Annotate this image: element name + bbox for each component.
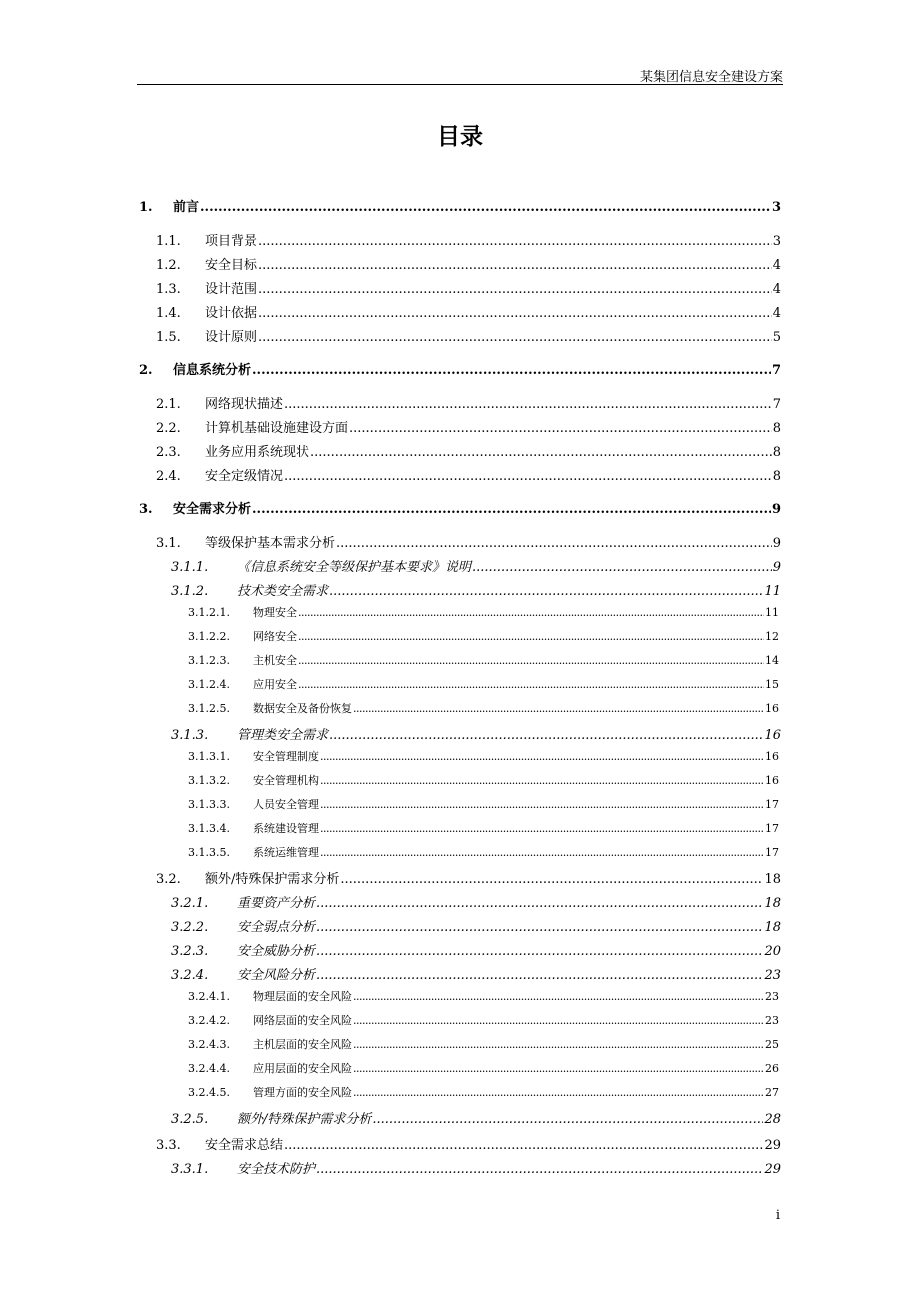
toc-entry-page: 29 <box>764 1162 781 1177</box>
toc-entry-number: 3.1.3.2. <box>188 774 230 787</box>
toc-entry[interactable] <box>171 1158 781 1177</box>
toc-entry-title: 额外/特殊保护需求分析 <box>237 1112 372 1127</box>
toc-dot-leader <box>353 990 764 1003</box>
toc-entry-title: 管理类安全需求 <box>237 728 329 743</box>
toc-entry-page: 17 <box>765 846 779 859</box>
toc-dot-leader <box>316 1162 763 1177</box>
toc-entry-page: 11 <box>764 584 781 599</box>
toc-entry[interactable] <box>156 1134 781 1153</box>
toc-dot-leader <box>284 397 772 412</box>
toc-dot-leader <box>320 774 764 787</box>
toc-entry-number: 3.2.5. <box>171 1112 209 1127</box>
toc-entry[interactable] <box>188 1012 779 1028</box>
toc-entry[interactable] <box>188 700 779 716</box>
toc-entry-number: 3.2.4. <box>171 968 209 983</box>
toc-entry-page: 27 <box>765 1086 779 1099</box>
page-header-title: 某集团信息安全建设方案 <box>639 70 783 85</box>
toc-entry-page: 18 <box>764 896 781 911</box>
toc-entry[interactable] <box>156 254 781 273</box>
toc-entry-number: 3.1.2.1. <box>188 606 230 619</box>
toc-entry-page: 26 <box>765 1062 779 1075</box>
toc-entry-page: 17 <box>765 822 779 835</box>
toc-entry-number: 3.1.1. <box>171 560 209 575</box>
toc-entry-number: 3.1. <box>156 536 181 551</box>
toc-entry-title: 安全威胁分析 <box>237 944 316 959</box>
toc-entry-number: 3.2.4.5. <box>188 1086 230 1099</box>
toc-dot-leader <box>284 1138 763 1153</box>
toc-entry-title: 安全管理制度 <box>253 750 319 763</box>
toc-entry[interactable] <box>171 940 781 959</box>
toc-entry[interactable] <box>188 652 779 668</box>
toc-entry-title: 安全管理机构 <box>253 774 319 787</box>
toc-entry-page: 28 <box>764 1112 781 1127</box>
toc-dot-leader <box>298 606 764 619</box>
toc-entry-number: 3.2.4.2. <box>188 1014 230 1027</box>
toc-entry-number: 3.3.1. <box>171 1162 209 1177</box>
toc-dot-leader <box>258 234 772 249</box>
toc-entry-number: 2.4. <box>156 469 181 484</box>
toc-entry-title: 计算机基础设施建设方面 <box>205 421 349 436</box>
toc-entry-page: 5 <box>772 330 781 345</box>
toc-entry-number: 3.1.2.5. <box>188 702 230 715</box>
toc-entry-title: 主机安全 <box>253 654 297 667</box>
toc-entry-title: 设计范围 <box>205 282 258 297</box>
toc-entry-page: 9 <box>771 502 781 517</box>
toc-entry-number: 2.2. <box>156 421 181 436</box>
toc-dot-leader <box>353 1062 764 1075</box>
toc-dot-leader <box>200 200 771 215</box>
toc-entry-title: 应用安全 <box>253 678 297 691</box>
toc-entry[interactable] <box>171 916 781 935</box>
toc-entry-title: 前言 <box>173 200 200 215</box>
toc-entry-title: 信息系统分析 <box>173 363 252 378</box>
toc-dot-leader <box>472 560 772 575</box>
toc-entry-title: 网络层面的安全风险 <box>253 1014 352 1027</box>
toc-entry-page: 29 <box>764 1138 781 1153</box>
toc-entry-number: 3.2.1. <box>171 896 209 911</box>
toc-dot-leader <box>340 872 763 887</box>
toc-entry-page: 14 <box>765 654 779 667</box>
toc-entry-title: 《信息系统安全等级保护基本要求》说明 <box>237 560 472 575</box>
toc-entry-page: 4 <box>772 282 781 297</box>
toc-entry[interactable] <box>156 302 781 321</box>
toc-entry-page: 4 <box>772 258 781 273</box>
toc-entry-title: 应用层面的安全风险 <box>253 1062 352 1075</box>
toc-entry[interactable] <box>156 230 781 249</box>
toc-dot-leader <box>320 750 764 763</box>
toc-dot-leader <box>310 445 772 460</box>
toc-entry-number: 1. <box>139 200 153 215</box>
footer-page-number: i <box>775 1208 780 1223</box>
toc-entry-number: 3.2.4.3. <box>188 1038 230 1051</box>
toc-entry-number: 3.1.3.3. <box>188 798 230 811</box>
toc-entry-page: 18 <box>764 920 781 935</box>
toc-entry-number: 3.2.2. <box>171 920 209 935</box>
toc-dot-leader <box>353 1038 764 1051</box>
toc-entry-title: 安全定级情况 <box>205 469 284 484</box>
toc-entry[interactable] <box>139 196 781 215</box>
toc-entry-title: 系统运维管理 <box>253 846 319 859</box>
toc-entry-number: 3.1.2.4. <box>188 678 230 691</box>
toc-entry-number: 1.1. <box>156 234 181 249</box>
toc-entry-title: 业务应用系统现状 <box>205 445 310 460</box>
toc-entry-page: 8 <box>772 445 781 460</box>
toc-entry[interactable] <box>156 465 781 484</box>
toc-entry-number: 3.3. <box>156 1138 181 1153</box>
toc-entry-page: 11 <box>765 606 779 619</box>
toc-dot-leader <box>258 330 772 345</box>
page-title: 目录 <box>437 124 483 150</box>
toc-entry-title: 安全目标 <box>205 258 258 273</box>
toc-entry[interactable] <box>188 604 779 620</box>
toc-entry-number: 3.2. <box>156 872 181 887</box>
toc-entry-title: 重要资产分析 <box>237 896 316 911</box>
toc-entry-title: 技术类安全需求 <box>237 584 329 599</box>
toc-entry[interactable] <box>188 772 779 788</box>
toc-entry[interactable] <box>171 892 781 911</box>
toc-entry-number: 1.5. <box>156 330 181 345</box>
toc-entry-title: 项目背景 <box>205 234 258 249</box>
toc-entry-page: 3 <box>771 200 781 215</box>
toc-entry-title: 系统建设管理 <box>253 822 319 835</box>
toc-entry-title: 物理层面的安全风险 <box>253 990 352 1003</box>
toc-entry[interactable] <box>188 628 779 644</box>
toc-dot-leader <box>284 469 772 484</box>
toc-entry-page: 16 <box>765 750 779 763</box>
toc-entry-number: 3.1.3. <box>171 728 209 743</box>
toc-entry[interactable] <box>156 393 781 412</box>
toc-entry-number: 3.2.3. <box>171 944 209 959</box>
toc-entry[interactable] <box>188 988 779 1004</box>
toc-entry-page: 18 <box>764 872 781 887</box>
toc-entry-page: 16 <box>765 702 779 715</box>
toc-entry[interactable] <box>139 498 781 517</box>
toc-dot-leader <box>320 798 764 811</box>
toc-dot-leader <box>353 702 764 715</box>
toc-entry[interactable] <box>188 1036 779 1052</box>
toc-entry[interactable] <box>171 556 781 575</box>
toc-entry[interactable] <box>171 724 781 743</box>
toc-entry-title: 管理方面的安全风险 <box>253 1086 352 1099</box>
toc-entry[interactable] <box>156 441 781 460</box>
toc-dot-leader <box>298 630 764 643</box>
toc-entry-number: 3.2.4.1. <box>188 990 230 1003</box>
toc-dot-leader <box>252 363 771 378</box>
toc-dot-leader <box>316 944 763 959</box>
toc-entry-number: 3. <box>139 502 153 517</box>
toc-entry-title: 额外/特殊保护需求分析 <box>205 872 340 887</box>
toc-dot-leader <box>329 584 763 599</box>
toc-entry[interactable] <box>188 844 779 860</box>
toc-entry[interactable] <box>139 359 781 378</box>
toc-entry-number: 1.2. <box>156 258 181 273</box>
toc-entry-number: 2.1. <box>156 397 181 412</box>
toc-entry-page: 8 <box>772 469 781 484</box>
toc-entry-page: 7 <box>771 363 781 378</box>
toc-entry-page: 7 <box>772 397 781 412</box>
toc-entry[interactable] <box>156 532 781 551</box>
toc-entry-title: 人员安全管理 <box>253 798 319 811</box>
toc-entry[interactable] <box>188 676 779 692</box>
toc-entry[interactable] <box>188 1084 779 1100</box>
toc-entry-title: 安全技术防护 <box>237 1162 316 1177</box>
toc-entry[interactable] <box>171 964 781 983</box>
toc-entry-number: 3.2.4.4. <box>188 1062 230 1075</box>
toc-entry-page: 20 <box>764 944 781 959</box>
toc-entry-title: 物理安全 <box>253 606 297 619</box>
toc-entry-page: 3 <box>772 234 781 249</box>
toc-entry[interactable] <box>171 580 781 599</box>
toc-entry-title: 网络安全 <box>253 630 297 643</box>
toc-entry-title: 设计原则 <box>205 330 258 345</box>
toc-dot-leader <box>320 846 764 859</box>
toc-dot-leader <box>298 654 764 667</box>
toc-entry-number: 2.3. <box>156 445 181 460</box>
toc-entry-number: 2. <box>139 363 153 378</box>
toc-dot-leader <box>316 920 763 935</box>
toc-dot-leader <box>258 306 772 321</box>
toc-entry-page: 25 <box>765 1038 779 1051</box>
toc-entry[interactable] <box>171 1108 781 1127</box>
toc-dot-leader <box>298 678 764 691</box>
toc-entry-title: 数据安全及备份恢复 <box>253 702 352 715</box>
toc-entry-page: 12 <box>765 630 779 643</box>
toc-entry-page: 8 <box>772 421 781 436</box>
toc-entry-page: 16 <box>765 774 779 787</box>
toc-entry[interactable] <box>188 820 779 836</box>
toc-entry[interactable] <box>188 1060 779 1076</box>
toc-entry-page: 17 <box>765 798 779 811</box>
toc-entry-number: 1.3. <box>156 282 181 297</box>
toc-entry-title: 设计依据 <box>205 306 258 321</box>
toc-dot-leader <box>320 822 764 835</box>
toc-entry-number: 3.1.2.2. <box>188 630 230 643</box>
toc-entry-number: 3.1.2.3. <box>188 654 230 667</box>
toc-entry-title: 主机层面的安全风险 <box>253 1038 352 1051</box>
toc-entry-title: 安全需求总结 <box>205 1138 284 1153</box>
toc-entry-title: 等级保护基本需求分析 <box>205 536 336 551</box>
toc-entry-title: 安全风险分析 <box>237 968 316 983</box>
toc-dot-leader <box>252 502 771 517</box>
toc-entry-title: 安全需求分析 <box>173 502 252 517</box>
toc-dot-leader <box>353 1014 764 1027</box>
toc-entry-page: 9 <box>772 536 781 551</box>
toc-dot-leader <box>336 536 772 551</box>
toc-entry-title: 网络现状描述 <box>205 397 284 412</box>
toc-entry-number: 3.1.3.4. <box>188 822 230 835</box>
toc-entry-page: 23 <box>764 968 781 983</box>
toc-dot-leader <box>329 728 763 743</box>
toc-entry-number: 3.1.3.1. <box>188 750 230 763</box>
toc-entry[interactable] <box>188 748 779 764</box>
toc-entry[interactable] <box>156 417 781 436</box>
toc-dot-leader <box>258 258 772 273</box>
toc-dot-leader <box>316 968 763 983</box>
toc-entry-page: 15 <box>765 678 779 691</box>
toc-dot-leader <box>349 421 772 436</box>
toc-dot-leader <box>258 282 772 297</box>
toc-entry-page: 9 <box>772 560 781 575</box>
toc-entry-page: 16 <box>764 728 781 743</box>
toc-entry-number: 3.1.3.5. <box>188 846 230 859</box>
toc-entry-page: 23 <box>765 1014 779 1027</box>
toc-entry[interactable] <box>156 326 781 345</box>
toc-entry[interactable] <box>156 868 781 887</box>
toc-entry-number: 1.4. <box>156 306 181 321</box>
toc-dot-leader <box>372 1112 763 1127</box>
toc-entry-page: 4 <box>772 306 781 321</box>
toc-entry-number: 3.1.2. <box>171 584 209 599</box>
header-rule <box>137 84 783 85</box>
toc-entry-page: 23 <box>765 990 779 1003</box>
toc-dot-leader <box>316 896 763 911</box>
toc-entry[interactable] <box>188 796 779 812</box>
toc-entry[interactable] <box>156 278 781 297</box>
toc-entry-title: 安全弱点分析 <box>237 920 316 935</box>
toc-dot-leader <box>353 1086 764 1099</box>
